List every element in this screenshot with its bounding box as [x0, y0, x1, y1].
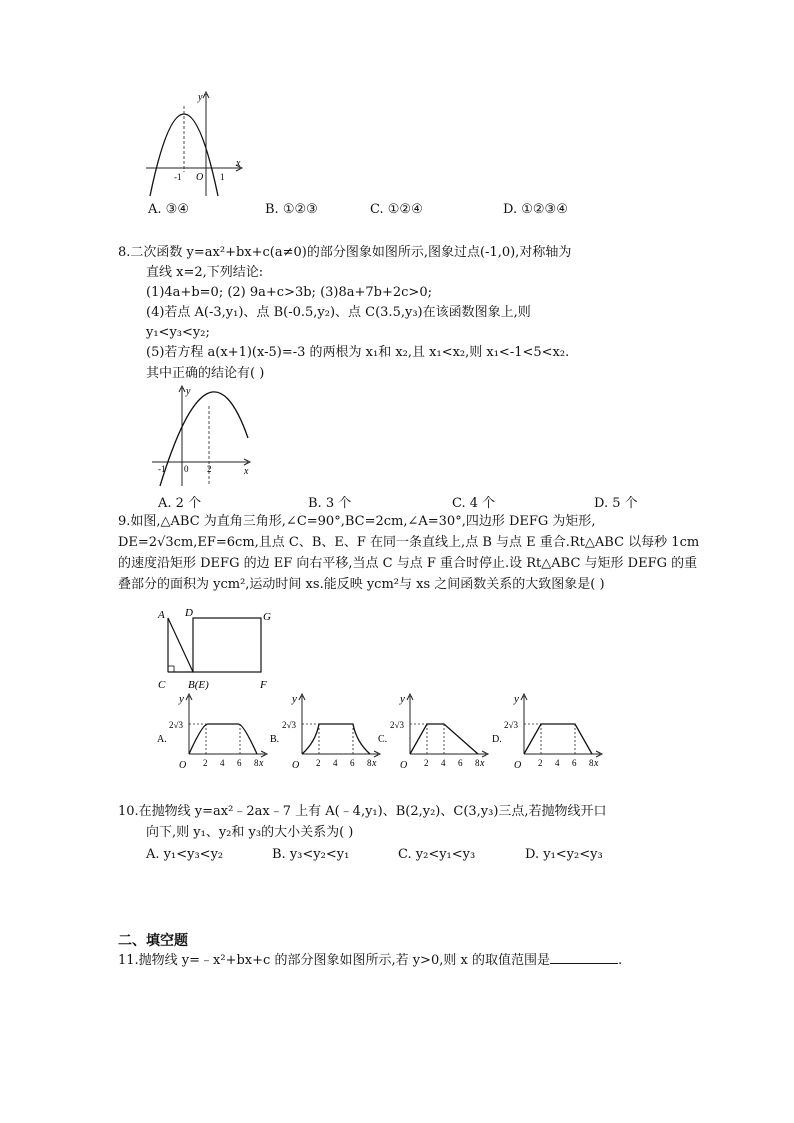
q7-tick-minus1: -1 [174, 172, 182, 182]
q7-option-b[interactable] [265, 202, 318, 217]
q9-line-3: 的速度沿矩形 DEFG 的边 EF 向右平移,当点 C 与点 F 重合时停止.设 Rt△ABC 与矩形 DEFG 的重 [118, 556, 698, 571]
q9-c-tick-8: 8 [475, 758, 480, 768]
q9-label-d: D [185, 607, 193, 619]
q9-c-tick-6: 6 [458, 758, 463, 768]
q9-d-y-label: y [514, 693, 519, 705]
q10-option-a-letter: A. [146, 847, 160, 862]
q7-tick-1: 1 [220, 172, 225, 182]
q8-option-b-letter: B. [308, 496, 322, 511]
q9-d-letter: D. [492, 734, 502, 745]
q8-option-a-text: 2 个 [175, 496, 202, 511]
q10-option-b[interactable] [272, 847, 349, 862]
q9-c-tick-4: 4 [441, 758, 446, 768]
q9-d-level-label: 2√3 [504, 720, 518, 730]
q9-option-graph-a[interactable] [155, 690, 270, 774]
q9-line-4: 叠部分的面积为 ycm²,运动时间 xs.能反映 ycm²与 xs 之间函数关系的大致图象是( ) [118, 577, 605, 592]
q9-rectangle-defg [193, 618, 261, 672]
q8-option-a-letter: A. [158, 496, 172, 511]
q9-d-tick-4: 4 [555, 758, 560, 768]
q9-b-level-label: 2√3 [282, 720, 296, 730]
q9-a-level-label: 2√3 [169, 720, 183, 730]
q7-option-c[interactable] [370, 202, 423, 217]
q8-line-1: 8.二次函数 y=ax²+bx+c(a≠0)的部分图象如图所示,图象过点(-1,0),对称轴为 [118, 245, 572, 260]
q8-x-label: x [244, 466, 249, 477]
q7-option-a[interactable] [148, 202, 189, 217]
q9-triangle-rectangle-figure [150, 604, 280, 692]
section-title-fill-in: 二、填空题 [118, 933, 188, 949]
q9-d-tick-2: 2 [538, 758, 543, 768]
q9-b-letter: B. [270, 734, 280, 745]
q8-line-4: (4)若点 A(-3,y₁)、点 B(-0.5,y₂)、点 C(3.5,y₃)在该函数图象上,则 [146, 305, 531, 320]
q11-text: 11.抛物线 y=﹣x²+bx+c 的部分图象如图所示,若 y>0,则 x 的取值范围是 [118, 953, 550, 968]
q8-origin-label: 0 [184, 464, 189, 474]
q9-label-f: F [260, 679, 267, 691]
q9-graph-a-group [157, 693, 267, 771]
q9-right-angle-mark [168, 666, 174, 672]
q9-b-origin-label: O [292, 760, 300, 771]
q7-option-b-text: ①②③ [282, 202, 318, 217]
q10-option-a[interactable] [146, 847, 223, 862]
q8-parabola [160, 392, 248, 486]
q9-label-c: C [158, 679, 166, 691]
q7-y-label: y [198, 92, 203, 103]
q9-b-tick-2: 2 [316, 758, 321, 768]
q9-d-origin-label: O [514, 760, 522, 771]
q9-a-curve [189, 724, 257, 754]
q7-parabola-graph [140, 88, 250, 200]
q10-option-c[interactable] [398, 847, 475, 862]
q7-origin-label: O [196, 172, 204, 183]
q9-option-graph-b[interactable] [268, 690, 383, 774]
q8-option-c-letter: C. [452, 496, 466, 511]
q8-option-b[interactable] [308, 492, 351, 511]
q7-option-a-letter: A. [148, 202, 162, 217]
q8-option-c-text: 4 个 [469, 496, 496, 511]
q9-d-x-label: x [594, 758, 599, 769]
q9-b-tick-6: 6 [350, 758, 355, 768]
q8-line-3: (1)4a+b=0; (2) 9a+c>3b; (3)8a+7b+2c>0; [146, 285, 432, 300]
q9-option-graph-d[interactable] [490, 690, 605, 774]
q10-line-1: 10.在抛物线 y=ax²﹣2ax﹣7 上有 A(﹣4,y₁)、B(2,y₂)、C(3,y₃)三点,若抛物线开口 [118, 804, 607, 819]
q10-option-b-letter: B. [272, 847, 286, 862]
q10-option-d[interactable] [525, 847, 603, 862]
q9-c-tick-2: 2 [424, 758, 429, 768]
q9-b-y-label: y [292, 693, 297, 705]
q9-a-tick-8: 8 [254, 758, 259, 768]
q9-option-graph-c[interactable] [376, 690, 491, 774]
q8-option-c[interactable] [452, 492, 495, 511]
q9-graph-d-group [492, 693, 602, 771]
q9-b-curve [302, 724, 370, 754]
q9-side-ab [168, 618, 193, 672]
q8-option-d-text: 5 个 [612, 496, 638, 511]
q9-c-letter: C. [378, 734, 388, 745]
q10-option-b-text: y₃<y₂<y₁ [289, 847, 350, 862]
q9-a-y-label: y [179, 693, 184, 705]
q9-d-tick-8: 8 [589, 758, 594, 768]
q10-option-d-letter: D. [525, 847, 540, 862]
q8-option-d-letter: D. [594, 496, 609, 511]
q8-option-a[interactable] [158, 492, 201, 511]
q9-b-x-label: x [372, 758, 377, 769]
q10-option-c-letter: C. [398, 847, 412, 862]
q7-option-c-letter: C. [370, 202, 384, 217]
q8-option-d[interactable] [594, 492, 638, 511]
q8-line-2: 直线 x=2,下列结论: [146, 265, 264, 280]
q7-option-d-text: ①②③④ [521, 202, 568, 217]
q7-option-d[interactable] [503, 202, 568, 217]
q9-a-letter: A. [157, 734, 167, 745]
q10-option-c-text: y₂<y₁<y₃ [415, 847, 476, 862]
q9-label-a: A [158, 609, 165, 621]
q8-line-5: y₁<y₃<y₂; [146, 325, 210, 340]
q8-tick-2: 2 [207, 464, 212, 474]
q10-line-2: 向下,则 y₁、y₂和 y₃的大小关系为( ) [146, 825, 354, 840]
q9-c-level-label: 2√3 [390, 720, 404, 730]
q8-parabola-graph [148, 382, 258, 488]
q7-x-label: x [236, 158, 241, 169]
q9-a-tick-6: 6 [237, 758, 242, 768]
q10-option-a-text: y₁<y₃<y₂ [163, 847, 224, 862]
q9-a-x-label: x [259, 758, 264, 769]
q8-line-7: 其中正确的结论有( ) [146, 366, 265, 381]
q9-d-tick-6: 6 [572, 758, 577, 768]
q9-label-be: B(E) [188, 679, 209, 691]
q9-b-tick-4: 4 [333, 758, 338, 768]
q11-answer-blank[interactable] [550, 951, 618, 964]
q8-y-label: y [186, 386, 191, 397]
q7-option-c-text: ①②④ [387, 202, 423, 217]
q8-line-6: (5)若方程 a(x+1)(x-5)=-3 的两根为 x₁和 x₂,且 x₁<x₂,则 x₁<-1<5<x₂. [146, 345, 570, 360]
q8-option-b-text: 3 个 [325, 496, 352, 511]
q9-line-2: DE=2√3cm,EF=6cm,且点 C、B、E、F 在同一条直线上,点 B 与点 E 重合.Rt△ABC 以每秒 1cm [118, 535, 700, 550]
q9-a-tick-2: 2 [203, 758, 208, 768]
q9-line-1: 9.如图,△ABC 为直角三角形,∠C=90°,BC=2cm,∠A=30°,四边形 DEFG 为矩形, [118, 514, 596, 529]
q7-option-b-letter: B. [265, 202, 279, 217]
q11-tail: . [617, 953, 623, 968]
q8-tick-minus1: -1 [158, 464, 166, 474]
q9-c-y-label: y [400, 693, 405, 705]
q10-option-d-text: y₁<y₂<y₃ [543, 847, 603, 862]
q9-graph-c-group [378, 693, 488, 771]
q9-b-tick-8: 8 [367, 758, 372, 768]
q9-a-tick-4: 4 [220, 758, 225, 768]
q7-option-a-text: ③④ [165, 202, 189, 217]
q9-graph-b-group [270, 693, 380, 771]
q7-option-d-letter: D. [503, 202, 518, 217]
q9-a-origin-label: O [179, 760, 187, 771]
q9-c-origin-label: O [400, 760, 408, 771]
q9-label-g: G [263, 611, 271, 623]
q9-d-curve [524, 724, 592, 754]
q11-line [118, 951, 622, 969]
q9-c-x-label: x [480, 758, 485, 769]
